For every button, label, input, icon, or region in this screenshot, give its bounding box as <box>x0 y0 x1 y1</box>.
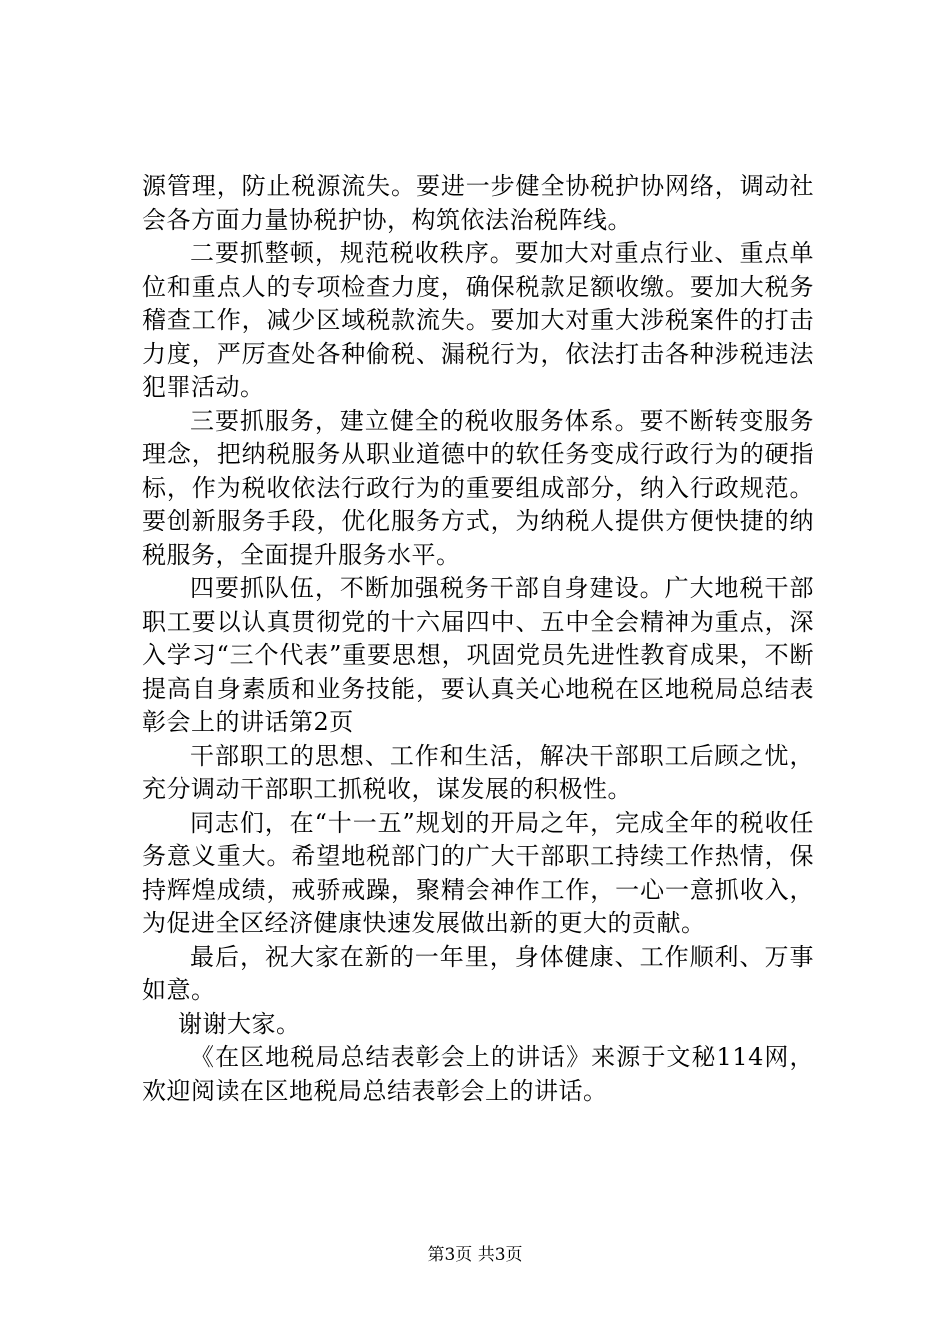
paragraph-thanks: 谢谢大家。 <box>178 1009 301 1038</box>
paragraph-team: 四要抓队伍，不断加强税务干部自身建设。广大地税干部职工要以认真贯彻党的十六届四中、五中全会精神为重点，深入学习“三个代表”重要思想，巩固党员先进性教育成果，不断提高自身素质和业务技能，要认真关心地税在区地税局总结表彰会上的讲话第2页 <box>142 574 814 736</box>
paragraph-service: 三要抓服务，建立健全的税收服务体系。要不断转变服务理念，把纳税服务从职业道德中的软任务变成行政行为的硬指标，作为税收依法行政行为的重要组成部分，纳入行政规范。要创新服务手段，优化服务方式，为纳税人提供方便快捷的纳税服务，全面提升服务水平。 <box>142 406 814 569</box>
paragraph-wishes: 最后，祝大家在新的一年里，身体健康、工作顺利、万事如意。 <box>142 942 814 1004</box>
paragraph-staff-care: 干部职工的思想、工作和生活，解决干部职工后顾之忧，充分调动干部职工抓税收，谋发展的积极性。 <box>142 741 814 803</box>
page-footer: 第3页 共3页 <box>427 1245 523 1265</box>
paragraph-source-note: 《在区地税局总结表彰会上的讲话》来源于文秘114网，欢迎阅读在区地税局总结表彰会上的讲话。 <box>142 1043 814 1105</box>
document-body <box>142 170 814 1108</box>
paragraph-rectify: 二要抓整顿，规范税收秩序。要加大对重点行业、重点单位和重点人的专项检查力度，确保税款足额收缴。要加大税务稽查工作，减少区域税款流失。要加大对重大涉税案件的打击力度，严厉查处各种偷税、漏税行为，依法打击各种涉税违法犯罪活动。 <box>142 239 814 401</box>
paragraph-comrades: 同志们，在“十一五”规划的开局之年，完成全年的税收任务意义重大。希望地税部门的广大干部职工持续工作热情，保持辉煌成绩，戒骄戒躁，聚精会神作工作，一心一意抓收入，为促进全区经济健康快速发展做出新的更大的贡献。 <box>142 808 814 937</box>
paragraph-continuation: 源管理，防止税源流失。要进一步健全协税护协网络，调动社会各方面力量协税护协，构筑依法治税阵线。 <box>142 172 814 234</box>
